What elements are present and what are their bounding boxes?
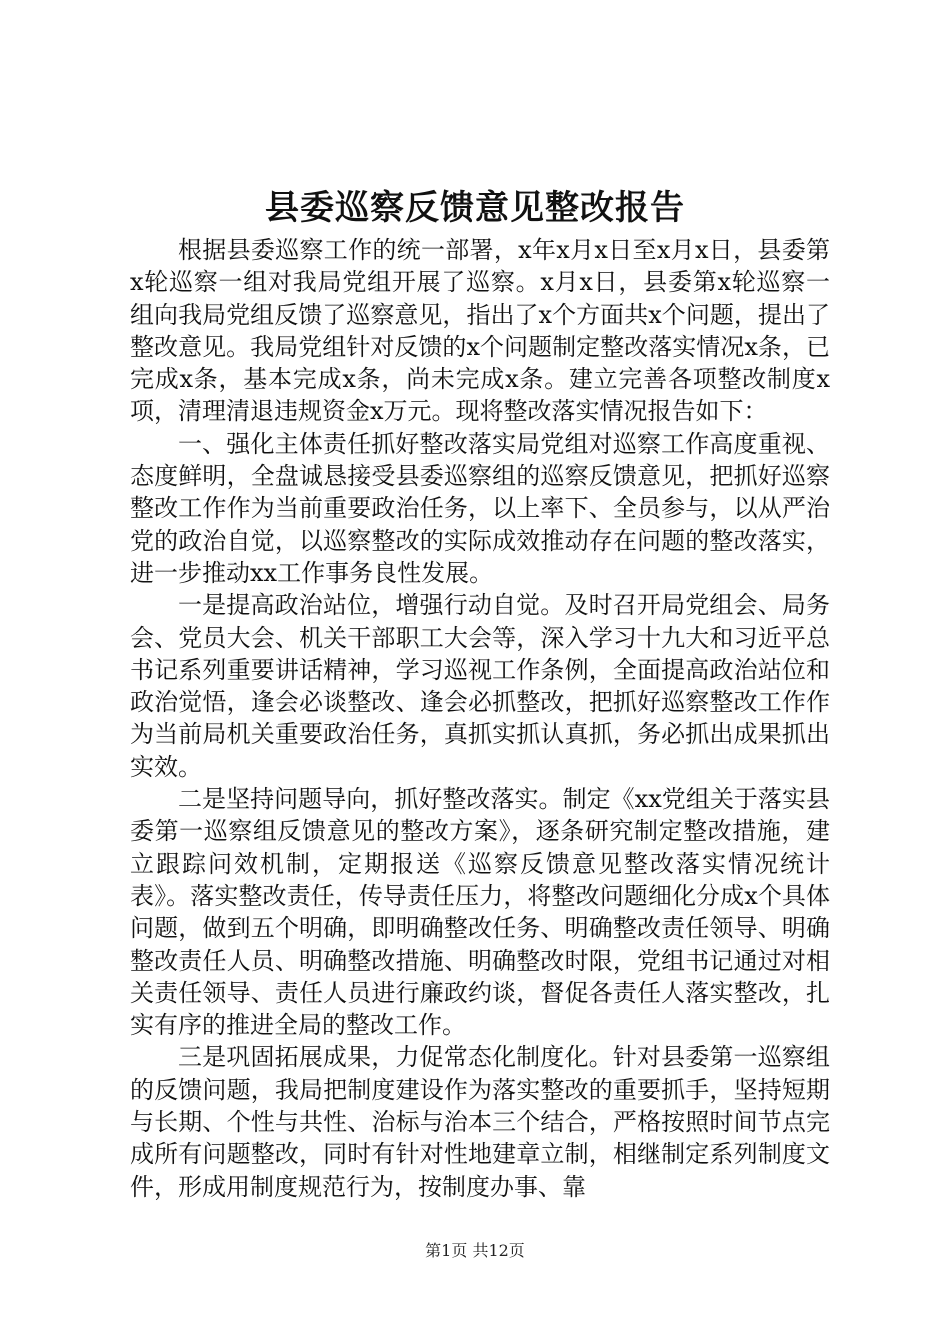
page-number-footer: 第1页 共12页	[425, 1241, 525, 1260]
paragraph-section-one: 一、强化主体责任抓好整改落实局党组对巡察工作高度重视、态度鲜明，全盘诚恳接受县委巡察组的巡察反馈意见，把抓好巡察整改工作作为当前重要政治任务，以上率下、全员参与，以从严治党的政治自觉，以巡察整改的实际成效推动存在问题的整改落实，进一步推动xx工作事务良性发展。	[130, 429, 830, 587]
paragraph-point-two: 二是坚持问题导向，抓好整改落实。制定《xx党组关于落实县委第一巡察组反馈意见的整改方案》，逐条研究制定整改措施，建立跟踪问效机制，定期报送《巡察反馈意见整改落实情况统计表》。落实整改责任，传导责任压力，将整改问题细化分成x个具体问题，做到五个明确，即明确整改任务、明确整改责任领导、明确整改责任人员、明确整改措施、明确整改时限，党组书记通过对相关责任领导、责任人员进行廉政约谈，督促各责任人落实整改，扎实有序的推进全局的整改工作。	[130, 785, 830, 1040]
document-title: 县委巡察反馈意见整改报告	[265, 188, 685, 228]
paragraph-point-three: 三是巩固拓展成果，力促常态化制度化。针对县委第一巡察组的反馈问题，我局把制度建设作为落实整改的重要抓手，坚持短期与长期、个性与共性、治标与治本三个结合，严格按照时间节点完成所有问题整改，同时有针对性地建章立制，相继制定系列制度文件，形成用制度规范行为，按制度办事、靠	[130, 1043, 830, 1201]
document-body	[130, 234, 830, 1203]
paragraph-intro: 根据县委巡察工作的统一部署，x年x月x日至x月x日，县委第x轮巡察一组对我局党组开展了巡察。x月x日，县委第x轮巡察一组向我局党组反馈了巡察意见，指出了x个方面共x个问题，提出了整改意见。我局党组针对反馈的x个问题制定整改落实情况x条，已完成x条，基本完成x条，尚未完成x条。建立完善各项整改制度x项，清理清退违规资金x万元。现将整改落实情况报告如下：	[130, 236, 830, 426]
paragraph-point-one: 一是提高政治站位，增强行动自觉。及时召开局党组会、局务会、党员大会、机关干部职工大会等，深入学习十九大和习近平总书记系列重要讲话精神，学习巡视工作条例，全面提高政治站位和政治觉悟，逢会必谈整改、逢会必抓整改，把抓好巡察整改工作作为当前局机关重要政治任务，真抓实抓认真抓，务必抓出成果抓出实效。	[130, 591, 830, 781]
